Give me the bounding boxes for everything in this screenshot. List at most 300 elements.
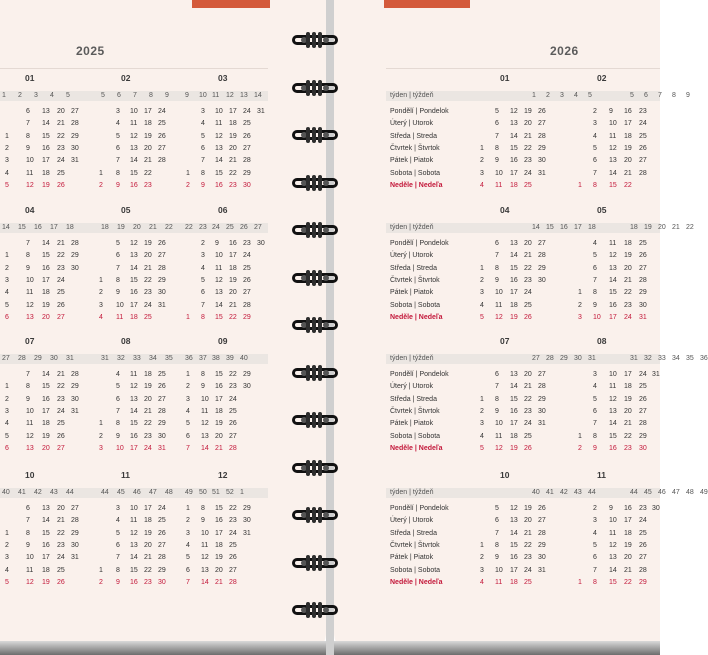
week-number: 20	[658, 224, 666, 231]
day-cell: 21	[215, 444, 223, 452]
week-number: 25	[226, 224, 234, 231]
day-cell: 23	[229, 383, 237, 391]
day-cell: 24	[57, 276, 65, 284]
day-cell: 16	[130, 181, 138, 189]
day-cell: 29	[538, 541, 546, 549]
day-cell: 3	[116, 108, 120, 115]
day-cell: 23	[229, 181, 237, 189]
day-cell: 12	[26, 181, 34, 189]
ring-hole	[323, 417, 329, 423]
ring-post	[312, 175, 316, 191]
day-cell: 13	[42, 505, 50, 512]
day-cell: 1	[480, 144, 484, 152]
day-cell: 9	[116, 181, 120, 189]
day-cell: 7	[593, 420, 597, 428]
day-cell: 14	[609, 420, 617, 428]
ring-post	[318, 317, 322, 333]
day-cell: 8	[26, 529, 30, 537]
day-name: Sobota | Sobota	[390, 169, 441, 177]
day-cell: 12	[510, 108, 518, 115]
day-cell: 7	[26, 240, 30, 247]
day-cell: 18	[215, 541, 223, 549]
day-cell: 2	[186, 517, 190, 525]
day-cell: 1	[5, 132, 9, 140]
top-color-band	[384, 0, 470, 8]
day-cell: 28	[243, 157, 251, 165]
ring-post	[318, 602, 322, 618]
day-cell: 10	[495, 566, 503, 574]
week-number: 28	[18, 355, 26, 362]
day-name: Neděle | Nedeľa	[390, 313, 443, 321]
day-cell: 19	[524, 108, 532, 115]
day-cell: 16	[624, 505, 632, 512]
day-cell: 7	[593, 169, 597, 177]
day-cell: 25	[158, 120, 166, 128]
day-cell: 1	[186, 371, 190, 378]
ring-post	[306, 80, 310, 96]
month-label: 09	[218, 336, 228, 346]
day-cell: 20	[42, 444, 50, 452]
day-name: Čtvrtek | Štvrtok	[390, 407, 440, 415]
day-cell: 28	[158, 264, 166, 272]
day-cell: 6	[116, 252, 120, 260]
day-cell: 12	[495, 313, 503, 321]
day-cell: 25	[524, 578, 532, 586]
week-number: 6	[117, 92, 121, 99]
day-cell: 1	[578, 432, 582, 440]
day-cell: 3	[186, 395, 190, 403]
day-cell: 18	[510, 301, 518, 309]
week-number: 29	[560, 355, 568, 362]
day-cell: 11	[26, 289, 34, 297]
day-cell: 7	[201, 157, 205, 165]
day-cell: 10	[609, 371, 617, 378]
day-cell: 11	[609, 529, 617, 537]
day-cell: 6	[495, 371, 499, 378]
day-cell: 24	[144, 301, 152, 309]
day-cell: 2	[201, 240, 205, 247]
page-edge	[334, 641, 660, 655]
day-cell: 16	[510, 554, 518, 562]
week-number: 41	[18, 489, 26, 496]
day-cell: 11	[215, 264, 223, 272]
week-number: 31	[630, 355, 638, 362]
day-cell: 24	[639, 120, 647, 128]
week-number: 43	[50, 489, 58, 496]
day-cell: 14	[42, 517, 50, 525]
day-cell: 10	[130, 108, 138, 115]
week-number: 14	[532, 224, 540, 231]
day-cell: 27	[158, 144, 166, 152]
day-cell: 4	[99, 313, 103, 321]
day-cell: 6	[593, 554, 597, 562]
day-cell: 18	[42, 169, 50, 177]
day-cell: 23	[57, 264, 65, 272]
week-number: 40	[532, 489, 540, 496]
day-cell: 19	[624, 144, 632, 152]
day-cell: 27	[538, 371, 546, 378]
ring-post	[306, 175, 310, 191]
day-cell: 8	[593, 432, 597, 440]
week-number: 44	[101, 489, 109, 496]
week-number: 33	[133, 355, 141, 362]
day-cell: 26	[538, 108, 546, 115]
day-cell: 19	[624, 541, 632, 549]
binding-ring	[292, 127, 338, 143]
ring-post	[318, 32, 322, 48]
day-cell: 29	[639, 578, 647, 586]
day-cell: 7	[593, 566, 597, 574]
day-cell: 7	[116, 407, 120, 415]
day-cell: 14	[510, 252, 518, 260]
day-cell: 23	[624, 444, 632, 452]
day-cell: 13	[510, 240, 518, 247]
day-cell: 9	[201, 517, 205, 525]
day-cell: 25	[57, 566, 65, 574]
ring-post	[306, 507, 310, 523]
day-cell: 2	[578, 444, 582, 452]
day-cell: 25	[524, 301, 532, 309]
day-cell: 13	[201, 432, 209, 440]
month-label: 10	[25, 470, 35, 480]
day-cell: 28	[538, 529, 546, 537]
day-cell: 24	[229, 395, 237, 403]
week-number: 26	[240, 224, 248, 231]
week-header: týden | týždeň	[390, 355, 434, 362]
month-label: 04	[25, 205, 35, 215]
day-cell: 22	[144, 420, 152, 428]
month-label: 01	[500, 73, 510, 83]
day-cell: 29	[243, 371, 251, 378]
day-cell: 10	[609, 517, 617, 525]
day-cell: 30	[652, 505, 660, 512]
day-cell: 11	[495, 181, 503, 189]
day-cell: 21	[624, 169, 632, 177]
day-cell: 9	[201, 181, 205, 189]
day-cell: 6	[495, 240, 499, 247]
day-cell: 13	[609, 264, 617, 272]
ring-post	[318, 460, 322, 476]
day-cell: 12	[215, 276, 223, 284]
day-cell: 4	[186, 407, 190, 415]
divider	[0, 68, 268, 69]
day-cell: 23	[624, 301, 632, 309]
day-cell: 28	[158, 554, 166, 562]
day-cell: 19	[624, 395, 632, 403]
week-number: 51	[212, 489, 220, 496]
day-cell: 5	[116, 132, 120, 140]
week-number: 27	[532, 355, 540, 362]
day-cell: 31	[639, 313, 647, 321]
day-cell: 23	[639, 505, 647, 512]
week-number: 28	[546, 355, 554, 362]
day-cell: 31	[158, 301, 166, 309]
day-cell: 11	[130, 120, 138, 128]
day-cell: 2	[480, 554, 484, 562]
day-cell: 11	[495, 301, 503, 309]
day-name: Sobota | Sobota	[390, 432, 441, 440]
week-number: 31	[101, 355, 109, 362]
day-cell: 11	[609, 240, 617, 247]
day-cell: 4	[5, 566, 9, 574]
month-label: 05	[121, 205, 131, 215]
day-cell: 29	[158, 420, 166, 428]
day-cell: 21	[624, 420, 632, 428]
day-cell: 21	[624, 566, 632, 574]
day-cell: 17	[215, 395, 223, 403]
day-cell: 25	[524, 181, 532, 189]
day-cell: 18	[130, 313, 138, 321]
day-cell: 29	[158, 276, 166, 284]
day-cell: 9	[26, 264, 30, 272]
day-cell: 18	[624, 132, 632, 140]
day-cell: 16	[215, 181, 223, 189]
day-cell: 2	[99, 181, 103, 189]
day-cell: 17	[42, 157, 50, 165]
day-name: Neděle | Nedeľa	[390, 578, 443, 586]
day-cell: 29	[71, 252, 79, 260]
day-cell: 23	[229, 517, 237, 525]
week-number: 16	[34, 224, 42, 231]
ring-post	[318, 507, 322, 523]
day-cell: 10	[201, 529, 209, 537]
day-cell: 12	[510, 505, 518, 512]
day-cell: 29	[538, 264, 546, 272]
day-cell: 10	[26, 157, 34, 165]
day-cell: 4	[5, 420, 9, 428]
day-cell: 8	[201, 505, 205, 512]
day-cell: 21	[57, 120, 65, 128]
day-cell: 28	[639, 169, 647, 177]
day-cell: 26	[57, 578, 65, 586]
day-cell: 25	[639, 240, 647, 247]
day-cell: 20	[524, 371, 532, 378]
day-cell: 3	[5, 157, 9, 165]
day-cell: 6	[201, 289, 205, 297]
day-cell: 17	[510, 169, 518, 177]
day-cell: 15	[609, 289, 617, 297]
day-cell: 7	[116, 264, 120, 272]
day-cell: 18	[229, 120, 237, 128]
day-cell: 15	[510, 541, 518, 549]
day-cell: 31	[257, 108, 265, 115]
day-cell: 23	[639, 108, 647, 115]
day-name: Úterý | Utorok	[390, 120, 434, 128]
week-number: 30	[574, 355, 582, 362]
day-cell: 14	[510, 529, 518, 537]
week-header: týden | týždeň	[390, 224, 434, 231]
day-cell: 12	[609, 252, 617, 260]
day-cell: 14	[130, 264, 138, 272]
day-cell: 5	[186, 554, 190, 562]
ring-post	[318, 80, 322, 96]
day-cell: 22	[144, 566, 152, 574]
day-cell: 10	[495, 420, 503, 428]
day-name: Úterý | Utorok	[390, 517, 434, 525]
day-cell: 11	[609, 132, 617, 140]
month-label: 12	[218, 470, 228, 480]
month-label: 08	[121, 336, 131, 346]
week-number: 38	[212, 355, 220, 362]
day-cell: 3	[5, 276, 9, 284]
day-cell: 23	[524, 407, 532, 415]
day-cell: 13	[130, 541, 138, 549]
day-cell: 22	[57, 252, 65, 260]
day-cell: 12	[215, 132, 223, 140]
day-cell: 24	[624, 313, 632, 321]
day-cell: 14	[510, 132, 518, 140]
day-name: Středa | Streda	[390, 395, 437, 403]
day-cell: 11	[215, 120, 223, 128]
day-cell: 31	[652, 371, 660, 378]
day-cell: 16	[229, 240, 237, 247]
week-number: 50	[199, 489, 207, 496]
week-number: 1	[532, 92, 536, 99]
day-cell: 21	[229, 301, 237, 309]
day-cell: 7	[116, 157, 120, 165]
week-number: 8	[149, 92, 153, 99]
day-cell: 1	[480, 395, 484, 403]
day-cell: 1	[578, 181, 582, 189]
day-cell: 21	[229, 157, 237, 165]
day-cell: 18	[144, 371, 152, 378]
day-cell: 31	[538, 169, 546, 177]
day-cell: 17	[42, 554, 50, 562]
week-number: 17	[50, 224, 58, 231]
day-cell: 4	[593, 240, 597, 247]
week-number: 47	[672, 489, 680, 496]
day-cell: 8	[116, 276, 120, 284]
week-number: 37	[199, 355, 207, 362]
day-cell: 21	[524, 132, 532, 140]
month-label: 11	[597, 470, 606, 480]
day-cell: 29	[71, 529, 79, 537]
month-label: 06	[218, 205, 228, 215]
day-cell: 19	[510, 313, 518, 321]
day-cell: 28	[158, 407, 166, 415]
ring-post	[312, 507, 316, 523]
day-cell: 26	[158, 240, 166, 247]
day-cell: 16	[42, 264, 50, 272]
day-name: Úterý | Utorok	[390, 383, 434, 391]
day-cell: 27	[243, 289, 251, 297]
day-cell: 21	[144, 157, 152, 165]
day-cell: 11	[130, 371, 138, 378]
month-label: 02	[597, 73, 607, 83]
day-cell: 1	[186, 505, 190, 512]
day-cell: 25	[243, 264, 251, 272]
week-number: 45	[117, 489, 125, 496]
day-cell: 9	[495, 554, 499, 562]
day-cell: 18	[215, 407, 223, 415]
day-cell: 22	[57, 132, 65, 140]
day-cell: 8	[116, 420, 120, 428]
day-cell: 6	[593, 264, 597, 272]
day-cell: 11	[26, 169, 34, 177]
day-cell: 17	[510, 289, 518, 297]
week-number: 48	[686, 489, 694, 496]
day-cell: 26	[243, 276, 251, 284]
day-cell: 31	[243, 529, 251, 537]
day-cell: 14	[609, 566, 617, 574]
day-cell: 5	[495, 108, 499, 115]
day-cell: 15	[130, 169, 138, 177]
top-color-band	[192, 0, 270, 8]
day-cell: 9	[215, 240, 219, 247]
week-number-row	[0, 354, 268, 364]
day-cell: 25	[243, 120, 251, 128]
day-cell: 10	[116, 301, 124, 309]
day-cell: 26	[538, 505, 546, 512]
day-cell: 12	[609, 144, 617, 152]
day-cell: 19	[215, 554, 223, 562]
ring-hole	[323, 465, 329, 471]
week-number: 1	[2, 92, 6, 99]
day-cell: 27	[639, 407, 647, 415]
day-cell: 18	[624, 383, 632, 391]
week-number: 21	[672, 224, 680, 231]
day-cell: 7	[26, 120, 30, 128]
day-cell: 8	[495, 144, 499, 152]
day-cell: 4	[593, 529, 597, 537]
week-number: 18	[66, 224, 74, 231]
week-number: 32	[644, 355, 652, 362]
day-cell: 24	[229, 529, 237, 537]
day-cell: 9	[495, 157, 499, 165]
day-cell: 24	[524, 566, 532, 574]
day-cell: 17	[510, 566, 518, 574]
ring-post	[306, 32, 310, 48]
day-cell: 25	[639, 383, 647, 391]
binding-ring	[292, 270, 338, 286]
day-cell: 29	[538, 395, 546, 403]
day-cell: 3	[593, 371, 597, 378]
day-cell: 20	[42, 313, 50, 321]
day-cell: 16	[130, 289, 138, 297]
day-cell: 20	[624, 554, 632, 562]
day-cell: 8	[593, 578, 597, 586]
day-cell: 5	[593, 541, 597, 549]
day-cell: 30	[538, 157, 546, 165]
day-cell: 23	[144, 181, 152, 189]
week-number: 16	[560, 224, 568, 231]
day-cell: 10	[215, 108, 223, 115]
day-cell: 22	[229, 505, 237, 512]
day-cell: 3	[5, 554, 9, 562]
day-cell: 8	[495, 264, 499, 272]
day-cell: 28	[639, 420, 647, 428]
day-cell: 14	[130, 157, 138, 165]
day-cell: 3	[480, 420, 484, 428]
day-cell: 20	[524, 240, 532, 247]
day-cell: 6	[495, 120, 499, 128]
week-number: 19	[644, 224, 652, 231]
day-cell: 5	[495, 505, 499, 512]
day-cell: 21	[144, 407, 152, 415]
day-cell: 18	[229, 264, 237, 272]
day-name: Středa | Streda	[390, 529, 437, 537]
day-cell: 25	[57, 289, 65, 297]
day-cell: 1	[578, 289, 582, 297]
day-cell: 25	[57, 169, 65, 177]
week-number: 5	[101, 92, 105, 99]
day-cell: 1	[99, 566, 103, 574]
day-cell: 14	[42, 120, 50, 128]
day-cell: 22	[524, 541, 532, 549]
day-cell: 27	[158, 395, 166, 403]
week-number: 47	[149, 489, 157, 496]
day-cell: 30	[243, 517, 251, 525]
